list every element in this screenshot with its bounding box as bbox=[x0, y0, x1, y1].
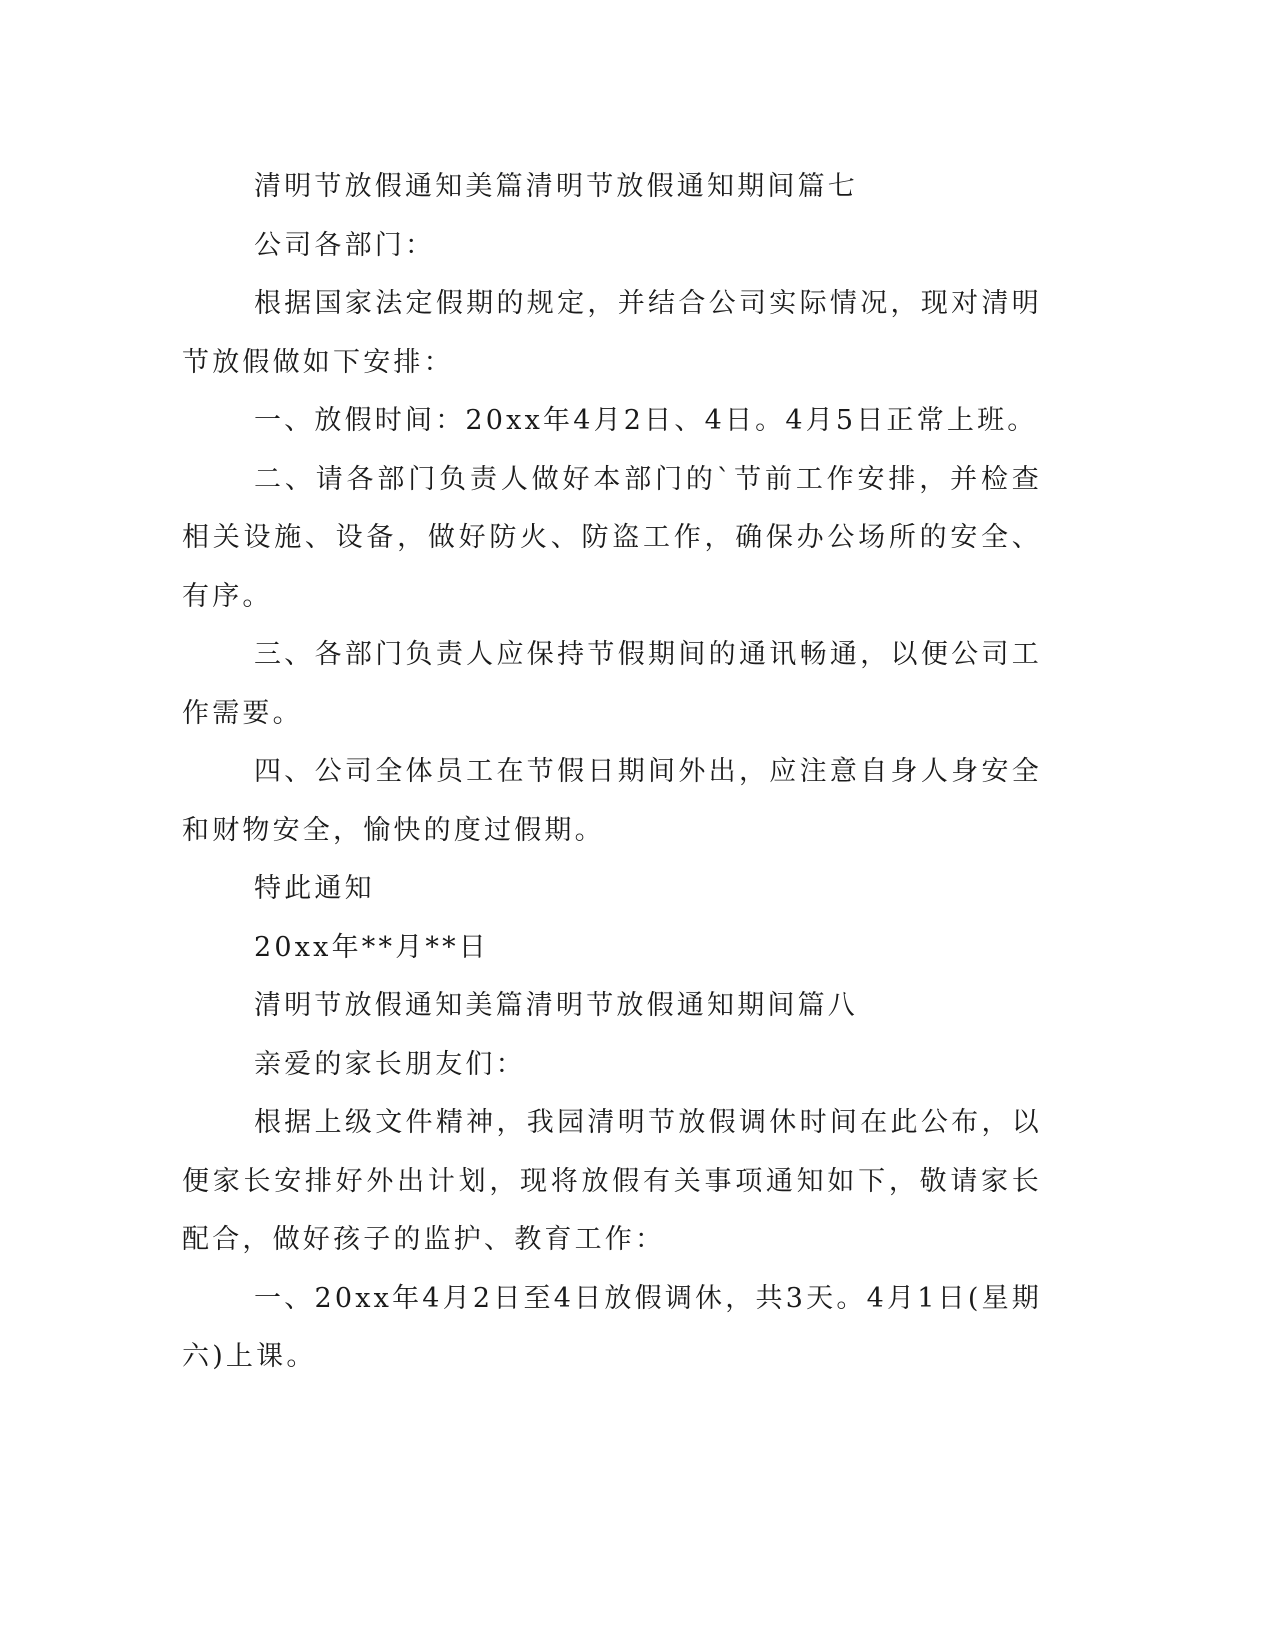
document-body bbox=[182, 158, 1042, 1387]
kindergarten-item-holiday: 一、20xx年4月2日至4日放假调休，共3天。4月1日(星期六)上课。 bbox=[182, 1282, 1042, 1372]
closing-notice: 特此通知 bbox=[254, 873, 375, 904]
notice-date: 20xx年**月**日 bbox=[254, 931, 490, 963]
item-department-arrangement: 二、请各部门负责人做好本部门的`节前工作安排，并检查相关设施、设备，做好防火、防盗工作，确保办公场所的安全、有序。 bbox=[182, 463, 1042, 612]
section-heading-7: 清明节放假通知美篇清明节放假通知期间篇七 bbox=[254, 171, 858, 202]
kindergarten-intro-paragraph: 根据上级文件精神，我园清明节放假调休时间在此公布，以便家长安排好外出计划，现将放假有关事项通知如下，敬请家长配合，做好孩子的监护、教育工作： bbox=[182, 1107, 1042, 1255]
item-safety: 四、公司全体员工在节假日期间外出，应注意自身人身安全和财物安全，愉快的度过假期。 bbox=[182, 756, 1042, 846]
item-communication: 三、各部门负责人应保持节假期间的通讯畅通，以便公司工作需要。 bbox=[182, 639, 1042, 729]
intro-paragraph: 根据国家法定假期的规定，并结合公司实际情况，现对清明节放假做如下安排： bbox=[182, 288, 1042, 378]
salutation-parents: 亲爱的家长朋友们： bbox=[254, 1048, 526, 1080]
salutation-departments: 公司各部门： bbox=[254, 229, 436, 261]
section-heading-8: 清明节放假通知美篇清明节放假通知期间篇八 bbox=[254, 990, 858, 1021]
item-holiday-time: 一、放假时间：20xx年4月2日、4日。4月5日正常上班。 bbox=[254, 405, 1038, 436]
